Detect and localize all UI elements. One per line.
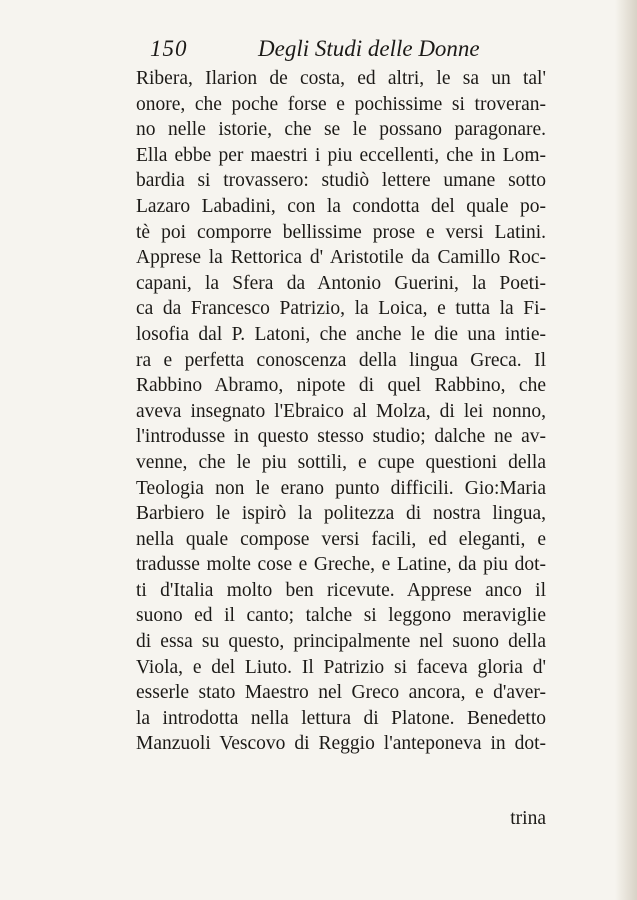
text-line: Barbiero le ispirò la politezza di nostra lingua, bbox=[136, 503, 546, 525]
text-line: suono ed il canto; talche si leggono meraviglie bbox=[136, 605, 546, 627]
text-line: losofia dal P. Latoni, che anche le die una intie- bbox=[136, 323, 546, 345]
text-line: venne, che le piu sottili, e cupe questioni della bbox=[136, 451, 546, 473]
text-line: Ella ebbe per maestri i piu eccellenti, che in Lom- bbox=[136, 144, 546, 166]
text-line: bardia si trovassero: studiò lettere umane sotto bbox=[136, 170, 546, 192]
text-line: Manzuoli Vescovo di Reggio l'anteponeva in dot- bbox=[136, 733, 546, 755]
text-line: tradusse molte cose e Greche, e Latine, da piu dot- bbox=[136, 554, 546, 576]
page-header bbox=[150, 36, 530, 68]
text-line: tè poi comporre bellissime prose e versi Latini. bbox=[136, 221, 546, 243]
catchword: trina bbox=[510, 808, 546, 829]
text-line: Viola, e del Liuto. Il Patrizio si faceva gloria d' bbox=[136, 656, 546, 678]
text-line: ti d'Italia molto ben ricevute. Apprese anco il bbox=[136, 579, 546, 601]
text-line: di essa su questo, principalmente nel suono della bbox=[136, 631, 546, 653]
text-line: ca da Francesco Patrizio, la Loica, e tutta la Fi- bbox=[136, 298, 546, 320]
catchword-row bbox=[136, 806, 546, 832]
page-number: 150 bbox=[150, 36, 188, 61]
text-line: capani, la Sfera da Antonio Guerini, la Poeti- bbox=[136, 272, 546, 294]
page-gutter-shadow bbox=[615, 0, 637, 900]
text-line: ra e perfetta conoscenza della lingua Greca. Il bbox=[136, 349, 546, 371]
text-line: no nelle istorie, che se le possano paragonare. bbox=[136, 119, 546, 141]
text-line: onore, che poche forse e pochissime si troveran- bbox=[136, 93, 546, 115]
text-line: Rabbino Abramo, nipote di quel Rabbino, che bbox=[136, 375, 546, 397]
text-line: Lazaro Labadini, con la condotta del quale po- bbox=[136, 195, 546, 217]
text-line: Apprese la Rettorica d' Aristotile da Camillo Roc- bbox=[136, 247, 546, 269]
running-head: Degli Studi delle Donne bbox=[258, 36, 480, 61]
text-line: nella quale compose versi facili, ed eleganti, e bbox=[136, 528, 546, 550]
text-line: esserle stato Maestro nel Greco ancora, e d'aver- bbox=[136, 682, 546, 704]
text-line: Ribera, Ilarion de costa, ed altri, le sa un tal' bbox=[136, 68, 546, 89]
text-line: aveva insegnato l'Ebraico al Molza, di lei nonno, bbox=[136, 400, 546, 422]
text-line: l'introdusse in questo stesso studio; dalche ne av- bbox=[136, 426, 546, 448]
body-text bbox=[136, 66, 546, 757]
text-line: Teologia non le erano punto difficili. Gio:Maria bbox=[136, 477, 546, 499]
text-line: la introdotta nella lettura di Platone. Benedetto bbox=[136, 707, 546, 729]
